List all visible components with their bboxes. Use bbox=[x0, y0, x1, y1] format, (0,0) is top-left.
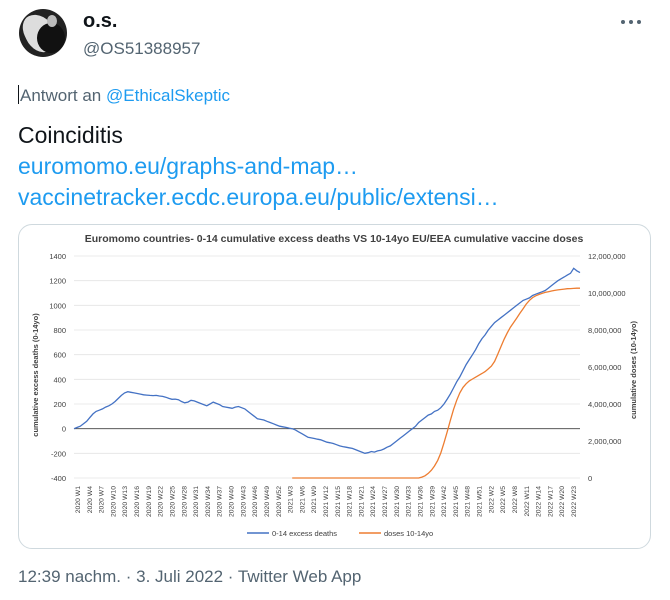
x-tick-label: 2021 W18 bbox=[346, 486, 354, 517]
x-tick-label: 2021 W33 bbox=[405, 486, 413, 517]
x-tick-label: 2021 W36 bbox=[417, 486, 425, 517]
y2-tick-label: 0 bbox=[588, 474, 593, 483]
x-tick-label: 2020 W49 bbox=[263, 486, 271, 517]
x-tick-label: 2021 W3 bbox=[287, 486, 295, 514]
x-tick-label: 2022 W11 bbox=[523, 486, 531, 517]
tweet-text: Coinciditis bbox=[18, 122, 123, 148]
x-tick-label: 2021 W45 bbox=[452, 486, 460, 517]
y2-tick-label: 12,000,000 bbox=[588, 252, 626, 261]
text-caret bbox=[18, 85, 19, 104]
x-tick-label: 2021 W51 bbox=[476, 486, 484, 517]
x-tick-label: 2022 W5 bbox=[500, 485, 508, 514]
y-tick-label: 200 bbox=[53, 400, 66, 409]
x-tick-label: 2020 W7 bbox=[98, 486, 106, 514]
y-axis-label: cumulative excess deaths (0-14yo) bbox=[31, 313, 40, 437]
y-tick-label: -400 bbox=[50, 474, 66, 483]
y-tick-label: 1000 bbox=[49, 301, 66, 311]
x-tick-label: 2021 W9 bbox=[311, 486, 319, 514]
chart bbox=[19, 225, 650, 548]
x-tick-label: 2021 W48 bbox=[464, 486, 472, 517]
reply-context bbox=[18, 85, 230, 106]
x-tick-label: 2020 W22 bbox=[157, 486, 165, 517]
x-tick-label: 2020 W52 bbox=[275, 486, 283, 517]
tweet-link-euromomo[interactable]: euromomo.eu/graphs-and-map… bbox=[18, 153, 359, 179]
x-tick-label: 2020 W4 bbox=[86, 486, 94, 514]
x-tick-label: 2020 W10 bbox=[110, 486, 118, 517]
y-tick-label: 400 bbox=[53, 375, 66, 385]
x-tick-label: 2022 W8 bbox=[511, 486, 519, 514]
y-tick-label: 600 bbox=[53, 350, 66, 360]
x-tick-label: 2020 W37 bbox=[216, 486, 224, 517]
series-line-excess-deaths bbox=[74, 268, 580, 453]
y2-tick-label: 6,000,000 bbox=[588, 363, 622, 372]
tweet-link-vaccinetracker[interactable]: vaccinetracker.ecdc.europa.eu/public/extensi… bbox=[18, 184, 499, 210]
reply-prefix: Antwort an bbox=[20, 86, 102, 105]
x-tick-label: 2022 W2 bbox=[488, 486, 496, 514]
x-tick-label: 2020 W34 bbox=[204, 486, 212, 517]
tweet-timestamp[interactable]: 12:39 nachm. · 3. Juli 2022 · Twitter Web App bbox=[18, 567, 362, 586]
y-tick-label: 0 bbox=[61, 424, 66, 434]
tweet-body bbox=[18, 120, 499, 213]
display-name[interactable]: o.s. bbox=[83, 10, 118, 32]
x-tick-label: 2020 W25 bbox=[169, 486, 177, 517]
x-tick-label: 2021 W6 bbox=[299, 486, 307, 514]
x-tick-label: 2021 W24 bbox=[370, 486, 378, 517]
avatar[interactable] bbox=[19, 9, 67, 57]
y-tick-label: 800 bbox=[53, 326, 66, 335]
x-tick-label: 2021 W15 bbox=[334, 486, 342, 517]
x-tick-label: 2021 W42 bbox=[441, 486, 449, 517]
series-line-doses bbox=[292, 288, 580, 478]
x-tick-label: 2021 W12 bbox=[323, 486, 330, 517]
x-tick-label: 2020 W40 bbox=[228, 486, 236, 517]
x-tick-label: 2020 W43 bbox=[240, 486, 248, 517]
y2-axis-label: cumulative doses (10-14yo) bbox=[629, 321, 638, 419]
x-tick-label: 2020 W1 bbox=[75, 486, 82, 514]
y2-tick-label: 4,000,000 bbox=[588, 400, 622, 409]
x-tick-label: 2020 W19 bbox=[145, 486, 153, 517]
x-tick-label: 2020 W16 bbox=[134, 486, 142, 517]
x-tick-label: 2021 W30 bbox=[393, 486, 401, 517]
x-tick-label: 2020 W13 bbox=[122, 486, 130, 517]
y2-tick-label: 2,000,000 bbox=[588, 437, 622, 446]
y-tick-label: -200 bbox=[50, 449, 66, 459]
reply-to-link[interactable]: @EthicalSkeptic bbox=[106, 86, 231, 105]
legend-label-doses: doses 10-14yo bbox=[384, 529, 434, 538]
x-tick-label: 2020 W28 bbox=[181, 486, 189, 517]
x-tick-label: 2021 W21 bbox=[358, 486, 366, 517]
legend bbox=[247, 529, 433, 538]
y2-tick-label: 10,000,000 bbox=[588, 289, 626, 298]
more-options-icon[interactable] bbox=[619, 12, 643, 32]
y2-tick-label: 8,000,000 bbox=[588, 326, 622, 335]
chart-title: Euromomo countries- 0-14 cumulative excess deaths VS 10-14yo EU/EEA cumulative vaccine doses bbox=[84, 233, 584, 245]
user-handle[interactable]: @OS51388957 bbox=[83, 39, 201, 58]
y-tick-label: 1200 bbox=[49, 276, 66, 286]
x-tick-label: 2021 W27 bbox=[382, 486, 390, 517]
x-tick-label: 2021 W39 bbox=[429, 486, 437, 517]
x-tick-label: 2022 W17 bbox=[547, 486, 555, 517]
legend-label-deaths: 0-14 excess deaths bbox=[272, 529, 338, 538]
x-tick-label: 2022 W20 bbox=[559, 486, 567, 517]
x-tick-label: 2022 W23 bbox=[571, 486, 578, 517]
x-tick-label: 2022 W14 bbox=[535, 486, 543, 517]
tweet-media-image[interactable] bbox=[18, 224, 651, 549]
x-tick-label: 2020 W46 bbox=[252, 486, 260, 517]
y-tick-label: 1400 bbox=[49, 252, 66, 261]
x-tick-label: 2020 W31 bbox=[193, 486, 201, 517]
